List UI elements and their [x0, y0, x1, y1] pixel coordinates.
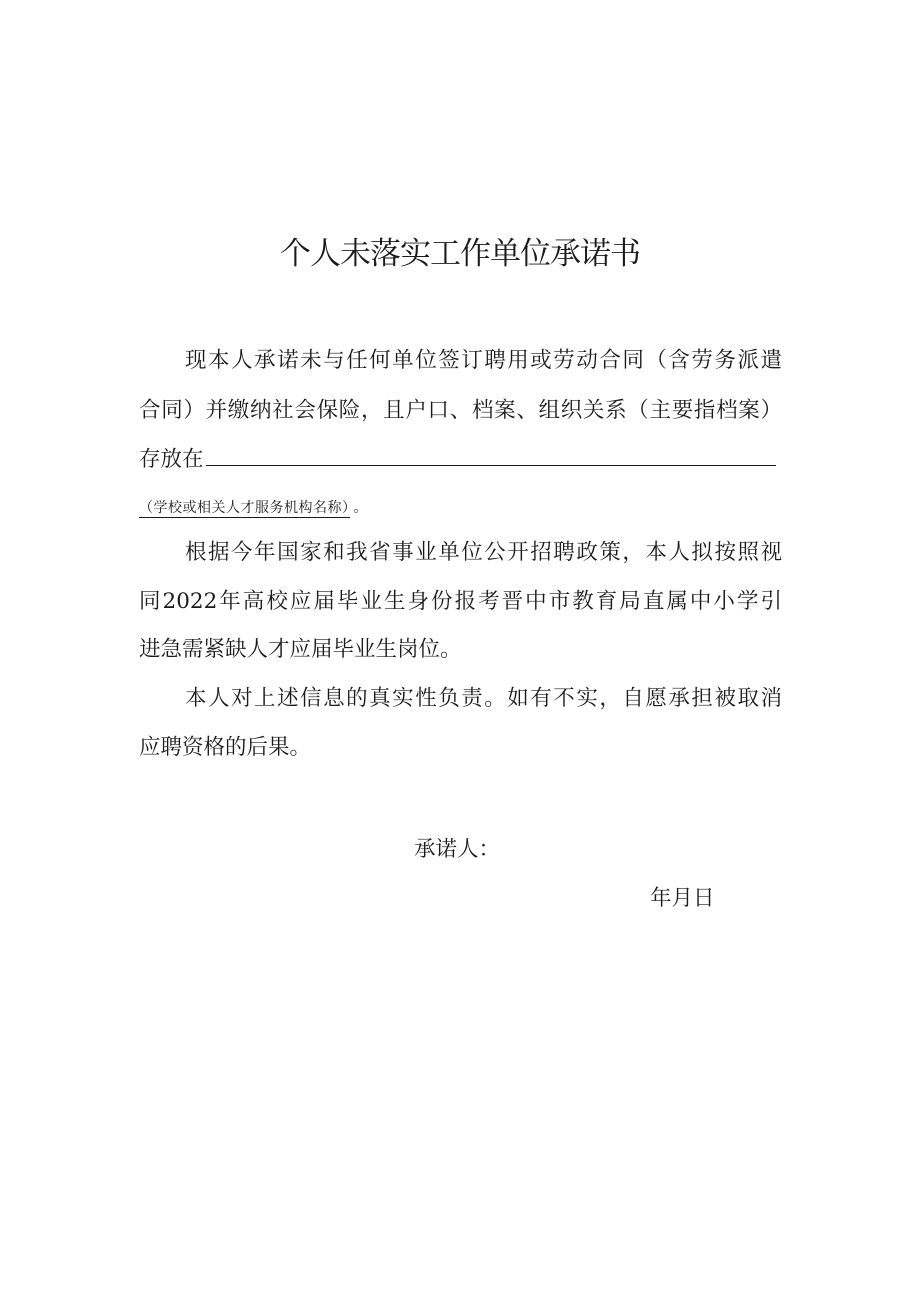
- paragraph-2-line-3: 进急需紧缺人才应届毕业生岗位。: [139, 637, 462, 662]
- date-label: 年月日: [650, 886, 715, 911]
- paragraph-1-line-2: 合同）并缴纳社会保险，且户口、档案、组织关系（主要指档案）: [139, 398, 782, 423]
- document-title: 个人未落实工作单位承诺书: [280, 236, 640, 272]
- paragraph-2-line-1: 根据今年国家和我省事业单位公开招聘政策，本人拟按照视: [185, 540, 782, 565]
- signature-label: 承诺人：: [414, 837, 501, 862]
- paragraph-3-line-1: 本人对上述信息的真实性负责。如有不实，自愿承担被取消: [185, 686, 782, 711]
- storage-location-blank: [206, 445, 776, 466]
- paragraph-3-line-2: 应聘资格的后果。: [139, 735, 312, 760]
- blank-note-period: 。: [353, 500, 368, 516]
- blank-note-text: （学校或相关人才服务机构名称）: [139, 500, 350, 516]
- storage-location-label: 存放在: [139, 447, 204, 472]
- paragraph-2-line-2: 同2022年高校应届毕业生身份报考晋中市教育局直属中小学引: [139, 589, 782, 614]
- blank-note: [139, 498, 368, 518]
- paragraph-1-line-3: [139, 445, 776, 475]
- paragraph-1-line-1: 现本人承诺未与任何单位签订聘用或劳动合同（含劳务派遣: [185, 348, 782, 373]
